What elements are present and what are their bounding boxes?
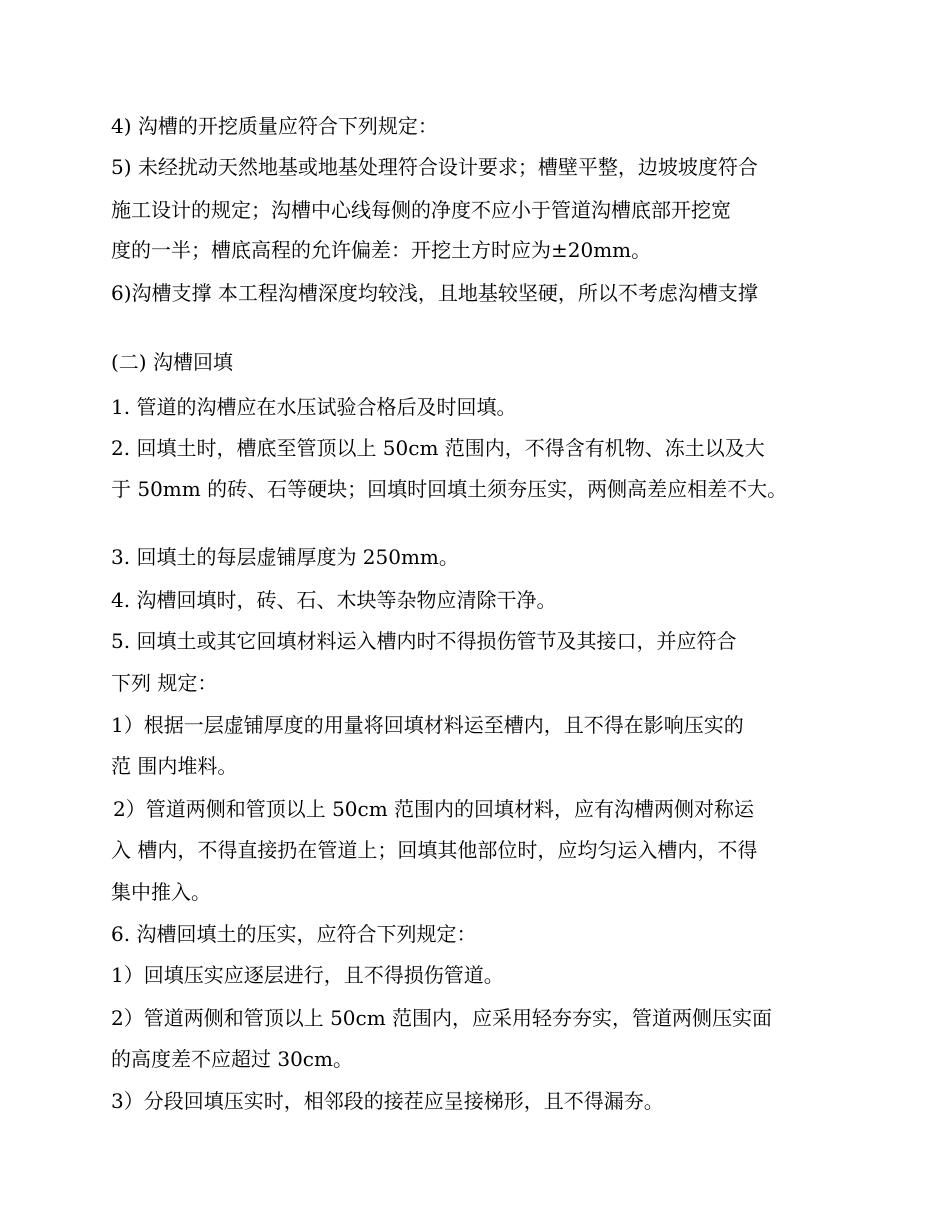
- text-line: 1. 管道的沟槽应在水压试验合格后及时回填。: [111, 395, 517, 419]
- text-line: 5) 未经扰动天然地基或地基处理符合设计要求；槽壁平整，边坡坡度符合: [111, 155, 758, 179]
- text-line: 2）管道两侧和管顶以上 50cm 范围内，应采用轻夯夯实，管道两侧压实面: [111, 1006, 773, 1030]
- text-line: 6)沟槽支撑 本工程沟槽深度均较浅，且地基较坚硬，所以不考虑沟槽支撑: [111, 281, 758, 305]
- text-line: 范 围内堆料。: [111, 754, 238, 778]
- text-line: 于 50mm 的砖、石等硬块；回填时回填土须夯压实，两侧高差应相差不大。: [111, 477, 788, 501]
- text-line: 1）回填压实应逐层进行，且不得损伤管道。: [111, 963, 504, 987]
- text-line: 6. 沟槽回填土的压实，应符合下列规定：: [111, 922, 477, 946]
- text-line: 入 槽内，不得直接扔在管道上；回填其他部位时，应均匀运入槽内，不得: [111, 838, 758, 862]
- text-line: 2. 回填土时，槽底至管顶以上 50cm 范围内，不得含有机物、冻土以及大: [111, 436, 765, 460]
- text-line: 5. 回填土或其它回填材料运入槽内时不得损伤管节及其接口，并应符合: [111, 629, 737, 653]
- text-line: 的高度差不应超过 30cm。: [111, 1047, 353, 1071]
- text-line: 集中推入。: [111, 880, 211, 904]
- text-line: 1）根据一层虚铺厚度的用量将回填材料运至槽内，且不得在影响压实的: [111, 713, 744, 737]
- text-line: 4. 沟槽回填时，砖、石、木块等杂物应清除干净。: [111, 588, 557, 612]
- text-line: 3）分段回填压实时，相邻段的接茬应呈接梯形，且不得漏夯。: [111, 1089, 664, 1113]
- text-line: 3. 回填土的每层虚铺厚度为 250mm。: [111, 545, 459, 569]
- text-line: 度的一半；槽底高程的允许偏差：开挖土方时应为±20mm。: [111, 238, 652, 262]
- section-heading: (二) 沟槽回填: [111, 350, 233, 374]
- text-line: 2）管道两侧和管顶以上 50cm 范围内的回填材料，应有沟槽两侧对称运: [113, 797, 755, 821]
- text-line: 施工设计的规定；沟槽中心线每侧的净度不应小于管道沟槽底部开挖宽: [111, 198, 731, 222]
- text-line: 4) 沟槽的开挖质量应符合下列规定：: [111, 114, 438, 138]
- text-line: 下列 规定：: [111, 671, 218, 695]
